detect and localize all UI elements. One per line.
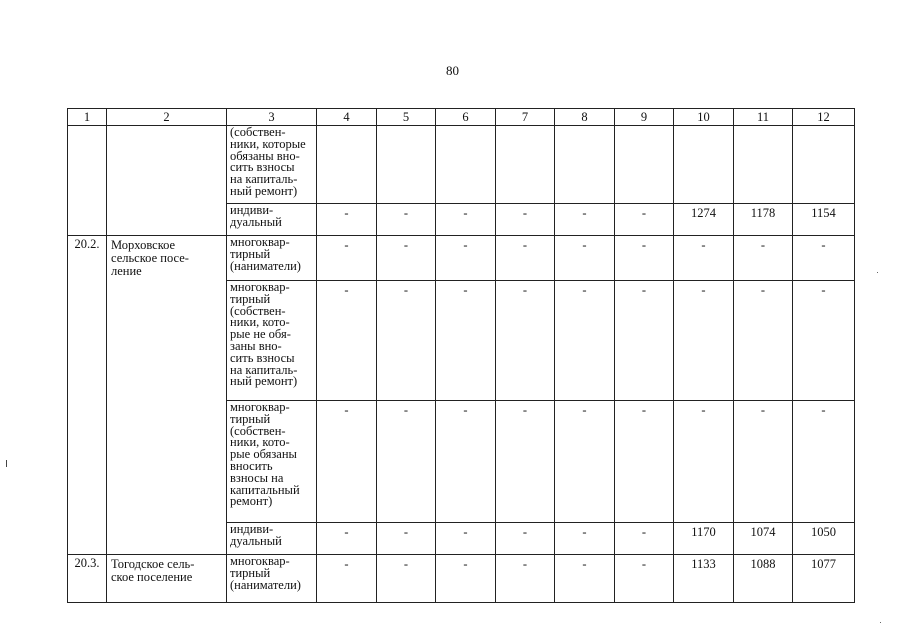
- value-cell: -: [317, 204, 377, 236]
- value-cell: -: [615, 204, 674, 236]
- value-cell: 1178: [734, 204, 793, 236]
- value-cell: -: [674, 281, 734, 401]
- col-header: 10: [674, 109, 734, 126]
- value-cell: [436, 126, 496, 204]
- value-cell: -: [377, 204, 436, 236]
- header-row: [68, 109, 855, 126]
- value-cell: 1133: [674, 555, 734, 603]
- col-header: 1: [68, 109, 107, 126]
- value-cell: -: [496, 401, 555, 523]
- value-cell: -: [496, 236, 555, 281]
- col-header: 4: [317, 109, 377, 126]
- value-cell: -: [793, 401, 855, 523]
- housing-type: (собствен- ники, которые обязаны вно- сить взносы на капиталь- ный ремонт): [227, 126, 317, 204]
- col-header: 5: [377, 109, 436, 126]
- value-cell: -: [555, 236, 615, 281]
- value-cell: 1077: [793, 555, 855, 603]
- value-cell: -: [555, 523, 615, 555]
- col-header: 3: [227, 109, 317, 126]
- value-cell: -: [496, 281, 555, 401]
- value-cell: [496, 126, 555, 204]
- value-cell: -: [436, 281, 496, 401]
- value-cell: -: [377, 555, 436, 603]
- housing-type: многоквар- тирный (собствен- ники, кото- рые не обя- заны вно- сить взносы на капиталь- ный ремонт): [227, 281, 317, 401]
- value-cell: 1154: [793, 204, 855, 236]
- row-number: 20.2.: [68, 236, 107, 555]
- value-cell: -: [436, 236, 496, 281]
- col-header: 8: [555, 109, 615, 126]
- value-cell: -: [734, 236, 793, 281]
- housing-type: многоквар- тирный (собствен- ники, кото- рые обязаны вносить взносы на капитальный ремонт): [227, 401, 317, 523]
- value-cell: -: [496, 523, 555, 555]
- value-cell: 1170: [674, 523, 734, 555]
- value-cell: -: [317, 523, 377, 555]
- value-cell: -: [377, 281, 436, 401]
- value-cell: 1074: [734, 523, 793, 555]
- scan-speck: [877, 272, 878, 273]
- housing-type: индиви- дуальный: [227, 204, 317, 236]
- housing-type: индиви- дуальный: [227, 523, 317, 555]
- value-cell: -: [377, 236, 436, 281]
- value-cell: [674, 126, 734, 204]
- value-cell: -: [317, 236, 377, 281]
- value-cell: -: [377, 523, 436, 555]
- housing-type: многоквар- тирный (наниматели): [227, 236, 317, 281]
- value-cell: -: [555, 204, 615, 236]
- col-header: 12: [793, 109, 855, 126]
- value-cell: -: [793, 236, 855, 281]
- value-cell: [793, 126, 855, 204]
- value-cell: -: [674, 236, 734, 281]
- value-cell: [615, 126, 674, 204]
- page-number: 80: [446, 63, 459, 78]
- value-cell: [734, 126, 793, 204]
- value-cell: [317, 126, 377, 204]
- value-cell: -: [496, 555, 555, 603]
- value-cell: -: [436, 204, 496, 236]
- scan-speck: [880, 622, 881, 623]
- settlement-name: Тогодское сель- ское поселение: [107, 555, 227, 603]
- row-number: 20.3.: [68, 555, 107, 603]
- settlement-name: Морховское сельское посе- ление: [107, 236, 227, 555]
- value-cell: -: [555, 555, 615, 603]
- value-cell: -: [496, 204, 555, 236]
- col-header: 2: [107, 109, 227, 126]
- table-row: [68, 236, 855, 281]
- tariff-table: [67, 108, 855, 603]
- value-cell: 1088: [734, 555, 793, 603]
- value-cell: [377, 126, 436, 204]
- value-cell: -: [555, 281, 615, 401]
- value-cell: -: [615, 555, 674, 603]
- value-cell: -: [734, 401, 793, 523]
- value-cell: -: [436, 401, 496, 523]
- table-row: [68, 555, 855, 603]
- value-cell: -: [555, 401, 615, 523]
- value-cell: -: [317, 555, 377, 603]
- value-cell: -: [436, 523, 496, 555]
- col-header: 7: [496, 109, 555, 126]
- value-cell: -: [793, 281, 855, 401]
- col-header: 9: [615, 109, 674, 126]
- value-cell: -: [317, 401, 377, 523]
- value-cell: -: [615, 281, 674, 401]
- value-cell: -: [436, 555, 496, 603]
- housing-type: многоквар- тирный (наниматели): [227, 555, 317, 603]
- settlement-name: [107, 126, 227, 236]
- scan-mark: [6, 460, 7, 467]
- value-cell: -: [377, 401, 436, 523]
- table-row: [68, 126, 855, 204]
- col-header: 6: [436, 109, 496, 126]
- value-cell: -: [615, 523, 674, 555]
- col-header: 11: [734, 109, 793, 126]
- value-cell: 1274: [674, 204, 734, 236]
- value-cell: -: [674, 401, 734, 523]
- value-cell: -: [317, 281, 377, 401]
- row-number: [68, 126, 107, 236]
- value-cell: 1050: [793, 523, 855, 555]
- value-cell: -: [734, 281, 793, 401]
- value-cell: -: [615, 236, 674, 281]
- value-cell: [555, 126, 615, 204]
- value-cell: -: [615, 401, 674, 523]
